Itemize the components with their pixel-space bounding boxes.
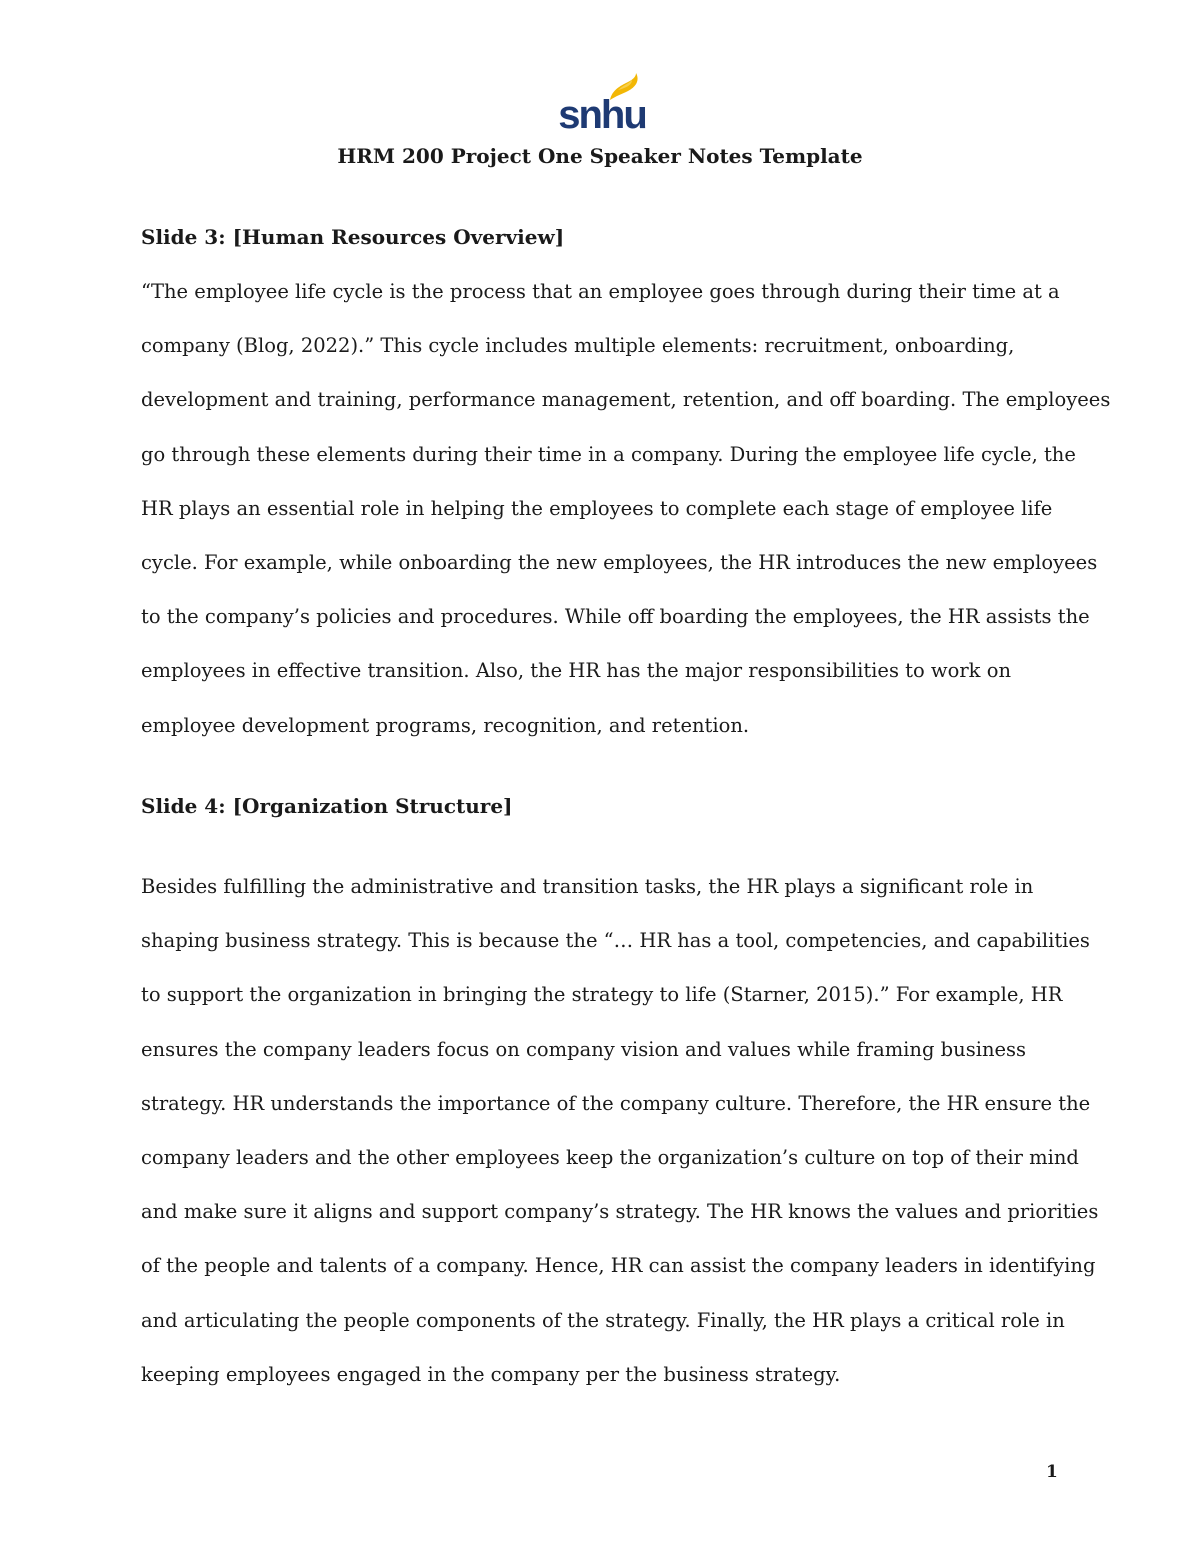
- slide-3-heading: Slide 3: [Human Resources Overview]: [141, 225, 565, 249]
- paragraph-line: employee development programs, recognition, and retention.: [141, 713, 750, 737]
- paragraph-line: to the company’s policies and procedures. While off boarding the employees, the HR assists the: [141, 605, 1090, 629]
- paragraph-line: ensures the company leaders focus on company vision and values while framing business: [141, 1037, 1027, 1061]
- document-title: HRM 200 Project One Speaker Notes Template: [337, 144, 863, 168]
- paragraph-line: HR plays an essential role in helping the employees to complete each stage of employee life: [141, 496, 1053, 520]
- paragraph-line: development and training, performance management, retention, and off boarding. The employees: [141, 388, 1111, 412]
- paragraph-line: and articulating the people components of the strategy. Finally, the HR plays a critical role in: [141, 1308, 1065, 1332]
- paragraph-line: keeping employees engaged in the company per the business strategy.: [141, 1362, 841, 1386]
- logo-text: snhu: [558, 93, 646, 132]
- paragraph-line: of the people and talents of a company. Hence, HR can assist the company leaders in identifying: [141, 1254, 1096, 1278]
- paragraph-line: shaping business strategy. This is because the “… HR has a tool, competencies, and capabilities: [141, 929, 1090, 953]
- paragraph-line: strategy. HR understands the importance of the company culture. Therefore, the HR ensure the: [141, 1091, 1091, 1115]
- paragraph-line: go through these elements during their time in a company. During the employee life cycle, the: [141, 442, 1076, 466]
- slide-3-paragraph: [141, 278, 1111, 766]
- paragraph-line: employees in effective transition. Also, the HR has the major responsibilities to work on: [141, 659, 1011, 683]
- paragraph-line: to support the organization in bringing the strategy to life (Starner, 2015).” For example, HR: [141, 983, 1063, 1007]
- paragraph-line: and make sure it aligns and support company’s strategy. The HR knows the values and priorities: [141, 1200, 1099, 1224]
- paragraph-line: company leaders and the other employees keep the organization’s culture on top of their mind: [141, 1145, 1079, 1169]
- paragraph-line: cycle. For example, while onboarding the new employees, the HR introduces the new employees: [141, 550, 1098, 574]
- paragraph-line: “The employee life cycle is the process that an employee goes through during their time at a: [141, 280, 1060, 303]
- paragraph-line: Besides fulfilling the administrative and transition tasks, the HR plays a significant role in: [141, 875, 1034, 898]
- snhu-logo: [552, 70, 652, 132]
- page-number: 1: [1046, 1462, 1058, 1482]
- paragraph-line: company (Blog, 2022).” This cycle includes multiple elements: recruitment, onboarding,: [141, 334, 1015, 358]
- slide-4-heading: Slide 4: [Organization Structure]: [141, 794, 513, 818]
- slide-4-paragraph: [141, 873, 1099, 1415]
